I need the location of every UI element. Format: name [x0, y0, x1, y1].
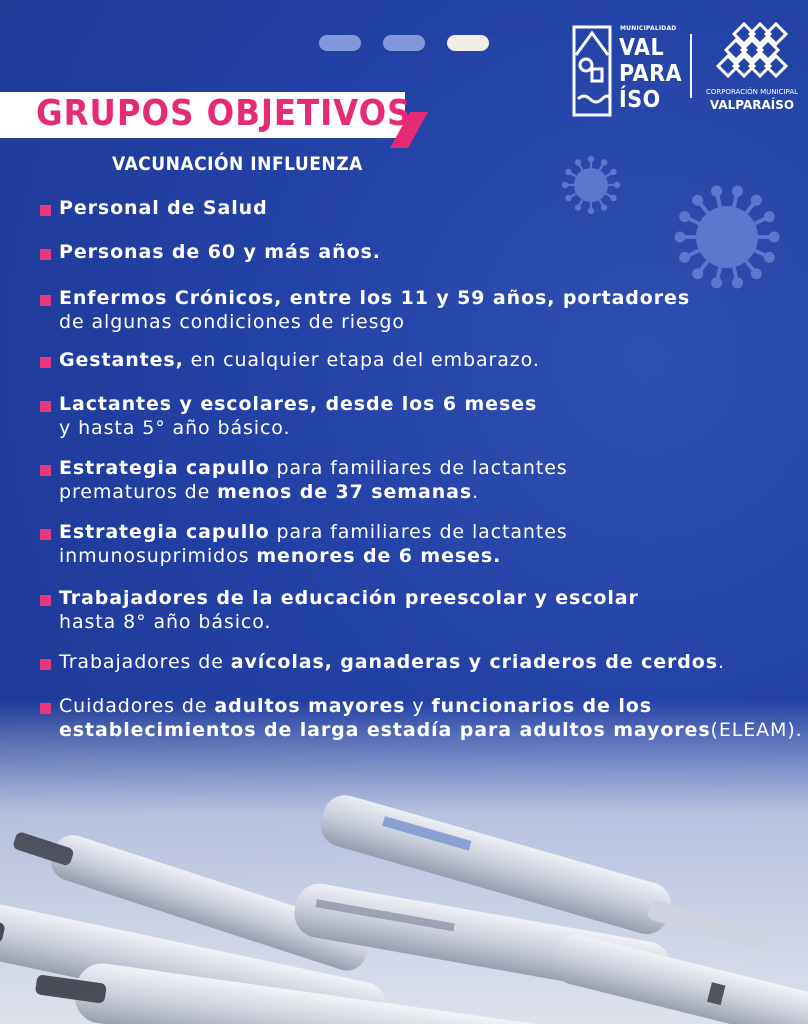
municipality-logo — [572, 25, 684, 119]
emphasized-text: Trabajadores de la educación preescolar y escolar — [59, 587, 639, 609]
regular-text: inmunosuprimidos — [59, 545, 257, 567]
target-group-line — [59, 196, 268, 220]
regular-text: . — [472, 481, 480, 503]
target-group-line — [59, 650, 725, 674]
page-subtitle: VACUNACIÓN INFLUENZA — [112, 153, 363, 175]
regular-text: . — [717, 651, 725, 673]
corporation-name: VALPARAÍSO — [709, 98, 795, 112]
municipality-name-line: ÍSO — [619, 87, 661, 113]
target-group-line — [59, 586, 639, 610]
emphasized-text: Personal de Salud — [59, 197, 268, 219]
logo-divider — [690, 34, 692, 98]
bullet-square-icon — [40, 295, 51, 306]
emphasized-text: menores de 6 meses. — [256, 545, 502, 567]
corporation-small-label: CORPORACIÓN MUNICIPAL — [705, 88, 799, 96]
regular-text: y — [405, 695, 432, 717]
target-group-item — [40, 694, 803, 746]
page-title: GRUPOS OBJETIVOS — [36, 93, 412, 134]
target-group-item — [40, 586, 800, 638]
emphasized-text: Enfermos Crónicos, entre los 11 y 59 años, portadores — [59, 287, 691, 309]
emphasized-text: funcionarios de los — [431, 695, 652, 717]
regular-text: Trabajadores de — [59, 651, 231, 673]
corporation-emblem-icon — [710, 20, 792, 84]
emphasized-text: avícolas, ganaderas y criaderos de cerdos — [230, 651, 718, 673]
regular-text: (ELEAM). — [710, 719, 803, 741]
emphasized-text: establecimientos de larga estadía para adultos mayores — [59, 719, 711, 741]
bullet-square-icon — [40, 703, 51, 714]
target-group-item — [40, 196, 800, 224]
target-group-line — [59, 544, 501, 568]
municipality-small-label: MUNICIPALIDAD — [620, 25, 677, 32]
carousel-dot-1[interactable] — [319, 35, 361, 51]
target-group-line — [59, 392, 537, 416]
target-group-line — [59, 348, 540, 372]
regular-text: hasta 8° año básico. — [59, 611, 272, 633]
carousel-dot-3-active[interactable] — [447, 35, 489, 51]
bullet-square-icon — [40, 529, 51, 540]
target-group-line — [59, 694, 652, 718]
target-group-line — [59, 240, 381, 264]
emphasized-text: Estrategia capullo — [59, 457, 270, 479]
emphasized-text: adultos mayores — [214, 695, 406, 717]
regular-text: y hasta 5° año básico. — [59, 417, 291, 439]
bullet-square-icon — [40, 659, 51, 670]
target-group-item — [40, 286, 800, 338]
target-group-item — [40, 456, 800, 508]
municipality-name-line: PARA — [619, 61, 683, 87]
target-group-line — [59, 310, 405, 334]
target-group-line — [59, 480, 479, 504]
bullet-square-icon — [40, 357, 51, 368]
municipality-name-line: VAL — [619, 35, 665, 61]
emphasized-text: Estrategia capullo — [59, 521, 270, 543]
target-group-line — [59, 286, 690, 310]
bullet-square-icon — [40, 401, 51, 412]
emphasized-text: Gestantes, — [59, 349, 184, 371]
emphasized-text: Personas de 60 y más años. — [59, 241, 381, 263]
target-group-item — [40, 520, 800, 572]
bullet-square-icon — [40, 205, 51, 216]
target-group-item — [40, 392, 800, 444]
corporation-logo — [700, 20, 804, 120]
municipality-emblem-icon — [572, 25, 612, 117]
bullet-square-icon — [40, 249, 51, 260]
target-group-line — [59, 610, 271, 634]
regular-text: para familiares de lactantes — [269, 521, 568, 543]
regular-text: Cuidadores de — [59, 695, 215, 717]
emphasized-text: Lactantes y escolares, desde los 6 meses — [59, 393, 538, 415]
regular-text: prematuros de — [59, 481, 218, 503]
bullet-square-icon — [40, 465, 51, 476]
carousel-dot-2[interactable] — [383, 35, 425, 51]
bullet-square-icon — [40, 595, 51, 606]
regular-text: para familiares de lactantes — [269, 457, 568, 479]
target-group-item — [40, 240, 800, 268]
emphasized-text: menos de 37 semanas — [217, 481, 473, 503]
target-group-line — [59, 456, 568, 480]
regular-text: en cualquier etapa del embarazo. — [183, 349, 540, 371]
regular-text: de algunas condiciones de riesgo — [59, 311, 405, 333]
target-group-line — [59, 520, 568, 544]
target-group-item — [40, 650, 800, 678]
target-group-item — [40, 348, 800, 376]
target-group-line — [59, 718, 803, 742]
target-group-line — [59, 416, 290, 440]
